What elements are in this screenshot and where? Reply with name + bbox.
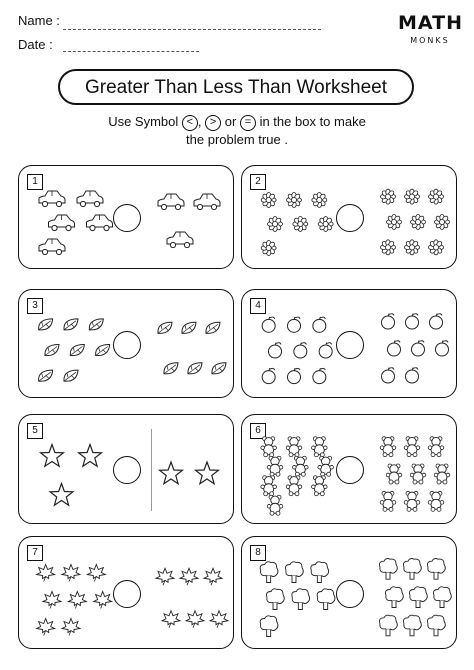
problem-number: 8 [250,545,266,561]
problem-number: 2 [250,174,266,190]
problem-panel [241,165,457,269]
flower-pictures [242,166,457,269]
flower-icon [312,193,327,208]
teddy-bear-icon [434,464,450,484]
tree-icon [434,587,452,608]
apple-pictures [242,290,457,398]
flower-icon [411,215,426,230]
tree-icon [292,589,310,610]
tree-icon [404,559,422,580]
flower-icon [405,240,420,255]
problem-number: 3 [27,298,43,314]
tree-icon [380,615,398,636]
apple-icon [388,341,401,357]
leaf-icon [64,319,78,330]
maple-leaf-icon [37,565,55,582]
teddy-bear-icon [404,491,420,511]
date-label: Date : [18,37,53,52]
car-icon [49,215,75,231]
instructions-after: in the box to make [259,114,366,129]
name-field[interactable] [63,29,321,30]
tree-icon [286,562,304,583]
apple-icon [294,343,307,359]
teddy-bear-icon [267,495,283,515]
flower-icon [381,240,396,255]
flower-icon [381,189,396,204]
problem-panel [18,536,234,649]
apple-icon [382,368,395,384]
maple-leaf-pictures [19,537,234,649]
problem-panel [18,165,234,269]
instructions-before: Use Symbol [108,114,179,129]
teddy-bear-icon [428,437,444,457]
leaf-icon [182,322,196,333]
teddy-bear-icon [261,437,277,457]
teddy-bear-icon [286,476,302,496]
flower-icon [387,215,402,230]
problem-number: 6 [250,423,266,439]
flower-icon [405,189,420,204]
maple-leaf-icon [156,568,174,585]
star-icon [160,462,183,484]
maple-leaf-icon [68,592,86,609]
apple-icon [412,341,425,357]
teddy-bear-icon [286,437,302,457]
problem-panel [241,536,457,649]
tree-icon [428,615,446,636]
tree-icon [260,616,278,637]
star-pictures [19,415,234,524]
leaf-icon [158,322,172,333]
maple-leaf-icon [37,619,55,636]
apple-icon [262,317,275,333]
problem-number: 5 [27,423,43,439]
teddy-bear-icon [410,464,426,484]
problem-panel [241,289,457,398]
leaf-icon [96,345,110,356]
teddy-bear-icon [293,456,309,476]
instructions-or: or [224,114,237,129]
flower-icon [261,241,276,256]
maple-leaf-icon [43,592,61,609]
tree-icon [260,562,278,583]
tree-icon [317,589,335,610]
car-icon [39,191,65,207]
apple-icon [313,317,326,333]
teddy-bear-icon [318,456,334,476]
instructions-line-1 [40,113,434,131]
maple-leaf-icon [87,565,105,582]
flower-icon [268,217,283,232]
date-field[interactable] [63,51,199,52]
instructions-line-2: the problem true . [186,131,288,147]
instructions-comma: , [197,114,202,129]
maple-leaf-icon [186,611,204,628]
leaf-icon [206,322,220,333]
star-icon [50,484,73,506]
leaf-pictures [19,290,234,398]
flower-icon [261,193,276,208]
apple-icon [288,317,301,333]
teddy-bear-icon [267,456,283,476]
flower-icon [429,189,444,204]
tree-icon [410,587,428,608]
tree-icon [428,559,446,580]
maple-leaf-icon [94,592,112,609]
tree-icon [311,562,329,583]
less-than-symbol: < [182,115,198,131]
leaf-icon [212,363,226,374]
teddy-bear-icon [380,491,396,511]
car-icon [39,239,65,255]
tree-icon [267,589,285,610]
star-icon [79,445,102,467]
tree-icon [380,559,398,580]
name-label: Name : [18,13,60,28]
leaf-icon [39,319,53,330]
flower-icon [287,193,302,208]
equal-symbol: = [240,115,256,131]
apple-icon [382,314,395,330]
car-icon [194,194,220,210]
maple-leaf-icon [62,619,80,636]
flower-icon [435,215,450,230]
car-icon [167,232,193,248]
leaf-icon [89,319,103,330]
apple-icon [406,314,419,330]
flower-icon [318,217,333,232]
leaf-icon [45,345,59,356]
flower-icon [429,240,444,255]
logo-subtitle: MONKS [410,36,450,45]
maple-leaf-icon [180,568,198,585]
apple-icon [269,343,282,359]
tree-icon [386,587,404,608]
apple-icon [288,368,301,384]
tree-icon [404,615,422,636]
maple-leaf-icon [210,611,228,628]
leaf-icon [64,370,78,381]
teddy-bear-icon [261,476,277,496]
problem-number: 7 [27,545,43,561]
apple-icon [262,368,275,384]
leaf-icon [39,370,53,381]
leaf-icon [164,363,178,374]
apple-icon [430,314,443,330]
apple-icon [319,343,332,359]
worksheet-title: Greater Than Less Than Worksheet [58,69,414,105]
apple-icon [313,368,326,384]
logo-wordmark: MATH [398,12,463,34]
car-icon [87,215,113,231]
brand-logo [398,12,462,52]
greater-than-symbol: > [205,115,221,131]
car-icon [158,194,184,210]
maple-leaf-icon [204,568,222,585]
apple-icon [436,341,449,357]
teddy-bear-icon [312,437,328,457]
flower-icon [293,217,308,232]
car-pictures [19,166,234,269]
problem-panel [241,414,457,524]
problem-number: 4 [250,298,266,314]
maple-leaf-icon [162,611,180,628]
problem-panel [18,414,234,524]
leaf-icon [188,363,202,374]
star-icon [196,462,219,484]
problem-panel [18,289,234,398]
instructions [40,113,434,148]
tree-pictures [242,537,457,649]
car-icon [77,191,103,207]
star-icon [41,445,64,467]
teddy-bear-icon [428,491,444,511]
teddy-bear-icon [380,437,396,457]
apple-icon [406,368,419,384]
teddy-bear-icon [312,476,328,496]
maple-leaf-icon [62,565,80,582]
teddy-bear-pictures [242,415,457,524]
teddy-bear-icon [404,437,420,457]
problem-number: 1 [27,174,43,190]
leaf-icon [70,345,84,356]
teddy-bear-icon [386,464,402,484]
